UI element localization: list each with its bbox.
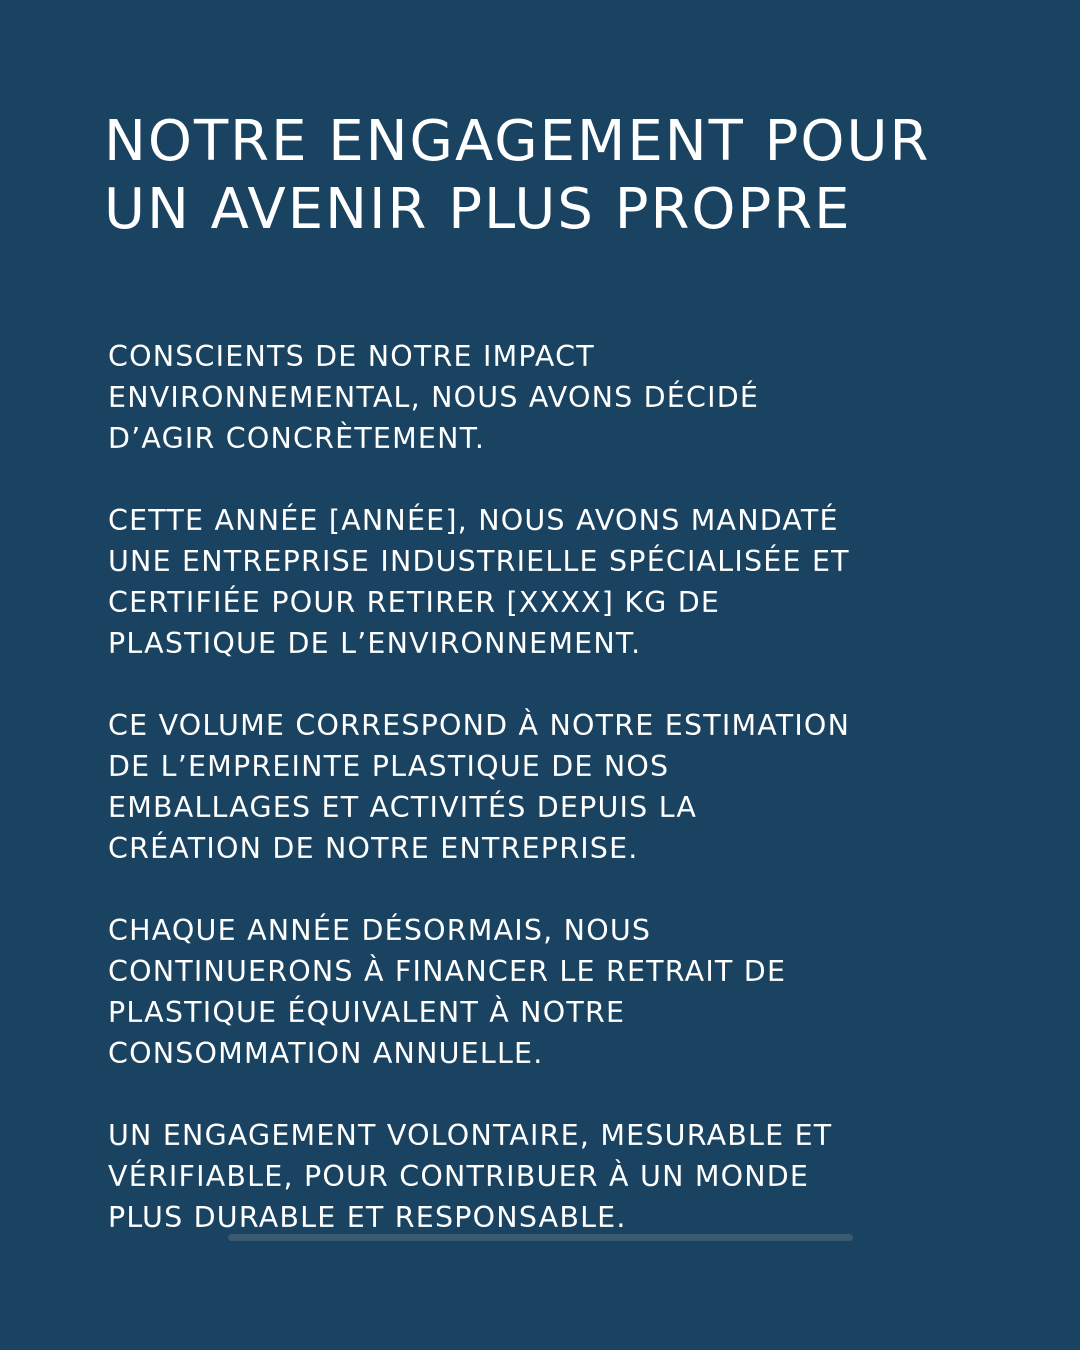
text-line: CONSCIENTS DE NOTRE IMPACT [108, 340, 595, 373]
title-line-2: UN AVENIR PLUS PROPRE [104, 177, 852, 242]
text-line: DE L’EMPREINTE PLASTIQUE DE NOS [108, 750, 670, 783]
text-line: UNE ENTREPRISE INDUSTRIELLE SPÉCIALISÉE ET [108, 545, 850, 578]
text-line: CERTIFIÉE POUR RETIRER [XXXX] KG DE [108, 586, 721, 619]
paragraph-mandate [108, 500, 988, 664]
text-line: D’AGIR CONCRÈTEMENT. [108, 422, 486, 455]
text-line: CONTINUERONS À FINANCER LE RETRAIT DE [108, 955, 787, 988]
text-line: VÉRIFIABLE, POUR CONTRIBUER À UN MONDE [108, 1160, 810, 1193]
text-line: CHAQUE ANNÉE DÉSORMAIS, NOUS [108, 914, 652, 947]
text-line: CRÉATION DE NOTRE ENTREPRISE. [108, 832, 639, 865]
text-line: CETTE ANNÉE [ANNÉE], NOUS AVONS MANDATÉ [108, 504, 839, 537]
paragraph-volume [108, 705, 988, 869]
text-line: CE VOLUME CORRESPOND À NOTRE ESTIMATION [108, 709, 851, 742]
decorative-underline-bar [228, 1234, 853, 1241]
paragraph-annual [108, 910, 988, 1074]
text-line: PLUS DURABLE ET RESPONSABLE. [108, 1201, 627, 1234]
text-line: EMBALLAGES ET ACTIVITÉS DEPUIS LA [108, 791, 698, 824]
page-title [104, 108, 1004, 244]
text-line: ENVIRONNEMENTAL, NOUS AVONS DÉCIDÉ [108, 381, 760, 414]
paragraph-commitment [108, 1115, 988, 1238]
title-line-1: NOTRE ENGAGEMENT POUR [104, 109, 931, 174]
text-line: PLASTIQUE DE L’ENVIRONNEMENT. [108, 627, 642, 660]
text-line: PLASTIQUE ÉQUIVALENT À NOTRE [108, 996, 626, 1029]
text-line: CONSOMMATION ANNUELLE. [108, 1037, 544, 1070]
text-line: UN ENGAGEMENT VOLONTAIRE, MESURABLE ET [108, 1119, 833, 1152]
paragraph-impact [108, 336, 988, 459]
body-text [108, 336, 988, 1238]
